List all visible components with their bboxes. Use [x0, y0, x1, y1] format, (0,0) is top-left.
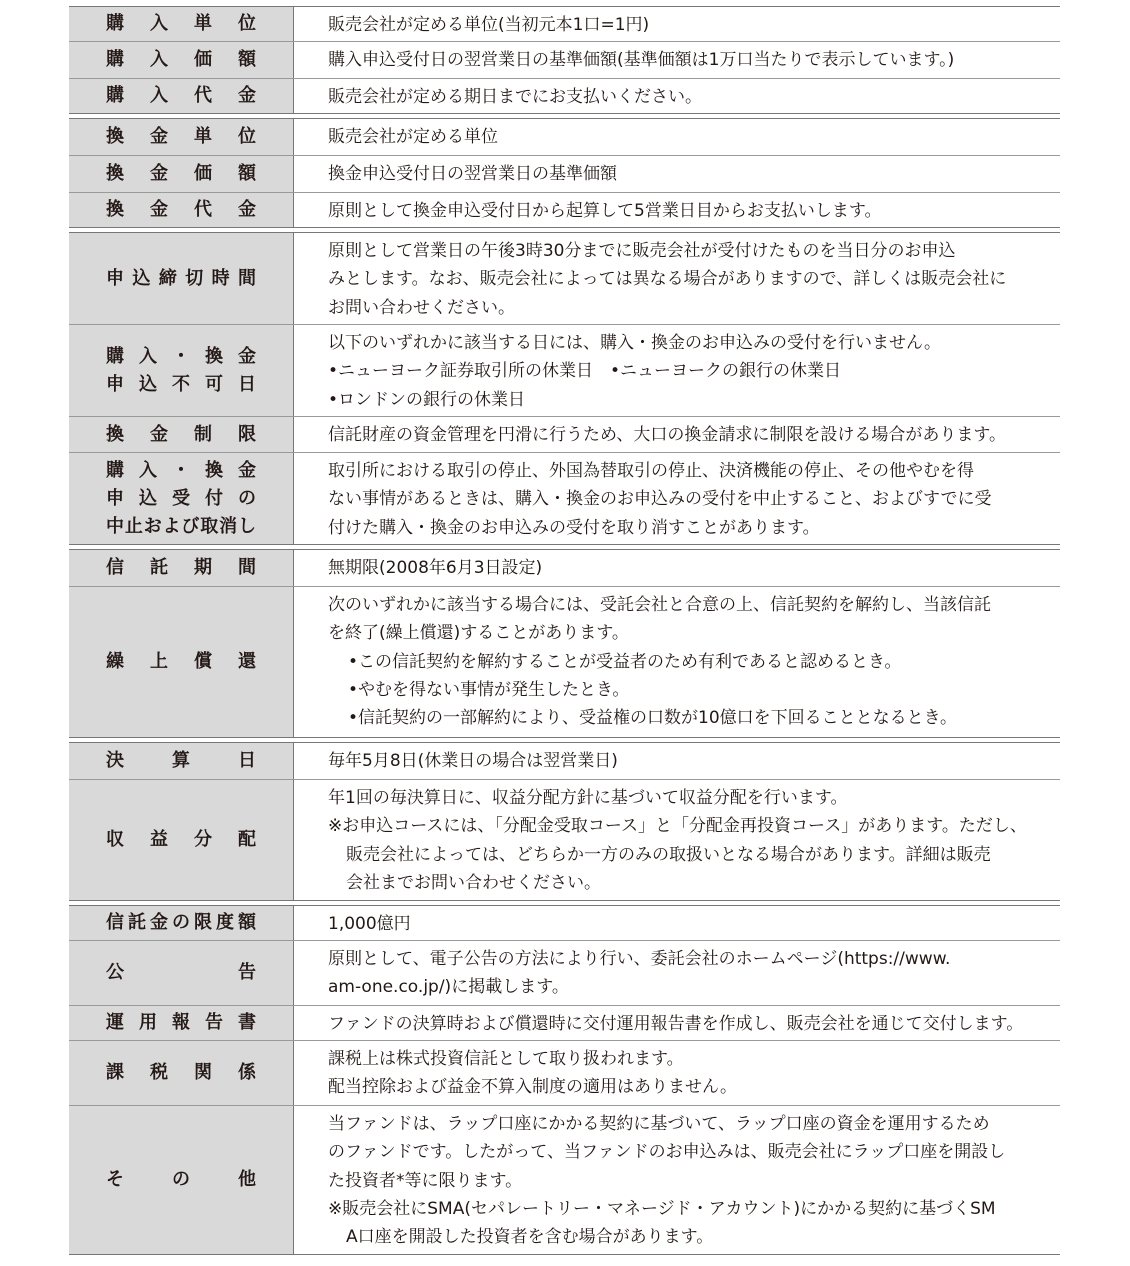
label-text: 信 託 期 間 — [106, 557, 256, 578]
row-label — [69, 550, 294, 586]
value-line: am-one.co.jp/)に掲載します。 — [328, 977, 569, 998]
row-label — [69, 780, 294, 900]
table-row — [69, 233, 1060, 324]
table-row — [69, 155, 1060, 192]
label-text: 購 入 単 位 — [106, 13, 256, 34]
row-value — [294, 550, 1060, 586]
label-text: 購 入 価 額 — [106, 49, 256, 70]
value-line: 付けた購入・換金のお申込みの受付を取り消すことがあります。 — [328, 517, 820, 538]
value-line: 信託財産の資金管理を円滑に行うため、大口の換金請求に制限を設ける場合があります。 — [328, 425, 1006, 445]
row-value — [294, 79, 1060, 113]
row-value — [294, 193, 1060, 227]
row-value — [294, 743, 1060, 779]
value-line: 課税上は株式投資信託として取り扱われます。 — [328, 1049, 684, 1069]
value-line: •やむを得ない事情が発生したとき。 — [348, 679, 630, 700]
table-group-redemption — [69, 118, 1060, 228]
row-value — [294, 233, 1060, 324]
label-text: 換 金 制 限 — [106, 423, 256, 445]
label-text: 課 税 関 係 — [106, 1062, 256, 1083]
table-group-application — [69, 232, 1060, 545]
row-value — [294, 941, 1060, 1005]
table-row — [69, 7, 1060, 41]
label-text: 換 金 代 金 — [106, 199, 256, 220]
row-value — [294, 1006, 1060, 1040]
row-label — [69, 743, 294, 779]
value-line: 年1回の毎決算日に、収益分配方針に基づいて収益分配を行います。 — [328, 788, 848, 808]
value-line: •信託契約の一部解約により、受益権の口数が10億口を下回ることとなるとき。 — [348, 708, 957, 729]
table-row — [69, 324, 1060, 416]
table-row — [69, 743, 1060, 779]
row-label — [69, 906, 294, 940]
value-line: お問い合わせください。 — [328, 297, 515, 318]
row-value — [294, 119, 1060, 155]
value-line: を終了(繰上償還)することがあります。 — [328, 623, 629, 644]
row-label — [69, 941, 294, 1005]
table-row — [69, 940, 1060, 1005]
value-line: 販売会社によっては、どちらか一方のみの取扱いとなる場合があります。詳細は販売 — [346, 844, 991, 865]
row-value — [294, 587, 1060, 737]
table-group-purchase — [69, 6, 1060, 114]
row-label — [69, 156, 294, 192]
label-text: 申込受付の — [106, 487, 256, 509]
label-text: 申込不可日 — [106, 373, 256, 395]
row-value — [294, 453, 1060, 544]
value-line: ※お申込コースには、「分配金受取コース」と「分配金再投資コース」があります。ただし、 — [328, 816, 1027, 837]
row-value — [294, 1106, 1060, 1254]
label-text: 繰 上 償 還 — [106, 651, 256, 672]
value-line: のファンドです。したがって、当ファンドのお申込みは、販売会社にラップ口座を開設し — [328, 1142, 1006, 1163]
table-row — [69, 586, 1060, 737]
row-label — [69, 193, 294, 227]
value-line: ※販売会社にSMA(セパレートリー・マネージド・アカウント)にかかる契約に基づくSM — [328, 1198, 996, 1219]
row-label — [69, 453, 294, 544]
value-line: みとします。なお、販売会社によっては異なる場合がありますので、詳しくは販売会社に — [328, 269, 1007, 290]
value-line: 販売会社が定める単位 — [328, 127, 498, 147]
row-label — [69, 1106, 294, 1254]
value-line: ない事情があるときは、購入・換金のお申込みの受付を中止すること、およびすでに受 — [328, 489, 992, 510]
table-group-other — [69, 905, 1060, 1255]
row-value — [294, 1041, 1060, 1105]
value-line: 1,000億円 — [328, 914, 411, 934]
label-text: 信託金の限度額 — [106, 912, 256, 933]
value-line: ファンドの決算時および償還時に交付運用報告書を作成し、販売会社を通じて交付します。 — [328, 1014, 1024, 1034]
table-row — [69, 416, 1060, 452]
row-label — [69, 233, 294, 324]
row-label — [69, 1006, 294, 1040]
value-line: 購入申込受付日の翌営業日の基準価額(基準価額は1万口当たりで表示しています。) — [328, 50, 955, 70]
value-line: た投資者*等に限ります。 — [328, 1170, 523, 1191]
table-row — [69, 1105, 1060, 1254]
label-text: 収 益 分 配 — [106, 829, 256, 850]
value-line: 以下のいずれかに該当する日には、購入・換金のお申込みの受付を行いません。 — [328, 333, 942, 353]
row-label — [69, 119, 294, 155]
row-value — [294, 156, 1060, 192]
table-row — [69, 1040, 1060, 1105]
row-label — [69, 79, 294, 113]
table-row — [69, 550, 1060, 586]
label-text: 申込締切時間 — [106, 267, 256, 289]
value-line: 原則として営業日の午後3時30分までに販売会社が受付けたものを当日分のお申込 — [328, 241, 956, 261]
row-value — [294, 42, 1060, 78]
value-line: •ロンドンの銀行の休業日 — [328, 389, 526, 410]
table-row — [69, 119, 1060, 155]
value-line: •ニューヨーク証券取引所の休業日 •ニューヨークの銀行の休業日 — [328, 361, 842, 382]
label-text: 決 算 日 — [106, 750, 256, 771]
row-value — [294, 417, 1060, 452]
value-line: 当ファンドは、ラップ口座にかかる契約に基づいて、ラップ口座の資金を運用するため — [328, 1114, 990, 1134]
value-line: A口座を開設した投資者を含む場合があります。 — [346, 1227, 714, 1248]
label-text: そ の 他 — [106, 1169, 256, 1190]
value-line: 会社までお問い合わせください。 — [346, 872, 601, 893]
row-label — [69, 417, 294, 452]
row-label — [69, 42, 294, 78]
table-row — [69, 41, 1060, 78]
value-line: 取引所における取引の停止、外国為替取引の停止、決済機能の停止、その他やむを得 — [328, 461, 974, 481]
table-group-trust-period — [69, 549, 1060, 738]
row-label — [69, 325, 294, 416]
label-text: 中止および取消し — [106, 515, 256, 537]
label-text: 購 入 代 金 — [106, 85, 256, 106]
value-line: 販売会社が定める期日までにお支払いください。 — [328, 87, 702, 107]
row-value — [294, 780, 1060, 900]
table-row — [69, 452, 1060, 544]
table-group-settlement — [69, 742, 1060, 901]
row-label — [69, 7, 294, 41]
value-line: 換金申込受付日の翌営業日の基準価額 — [328, 164, 617, 184]
fund-terms-table — [69, 6, 1060, 1255]
table-row — [69, 779, 1060, 900]
value-line: 次のいずれかに該当する場合には、受託会社と合意の上、信託契約を解約し、当該信託 — [328, 595, 991, 615]
value-line: 無期限(2008年6月3日設定) — [328, 558, 543, 578]
row-value — [294, 325, 1060, 416]
value-line: •この信託契約を解約することが受益者のため有利であると認めるとき。 — [348, 651, 902, 672]
row-value — [294, 906, 1060, 940]
label-text: 換 金 価 額 — [106, 163, 256, 184]
value-line: 配当控除および益金不算入制度の適用はありません。 — [328, 1077, 738, 1098]
table-row — [69, 906, 1060, 940]
row-label — [69, 1041, 294, 1105]
label-text: 購入・換金 — [106, 345, 256, 367]
table-row — [69, 1005, 1060, 1040]
value-line: 販売会社が定める単位(当初元本1口=1円) — [328, 15, 650, 35]
value-line: 原則として換金申込受付日から起算して5営業日目からお支払いします。 — [328, 201, 882, 221]
label-text: 運用報告書 — [106, 1012, 256, 1033]
table-row — [69, 192, 1060, 227]
label-text: 購入・換金 — [106, 459, 256, 481]
value-line: 原則として、電子公告の方法により行い、委託会社のホームページ(https://www. — [328, 949, 951, 969]
row-value — [294, 7, 1060, 41]
label-text: 換 金 単 位 — [106, 126, 256, 147]
value-line: 毎年5月8日(休業日の場合は翌営業日) — [328, 751, 618, 771]
row-label — [69, 587, 294, 737]
label-text: 公 告 — [106, 962, 256, 983]
table-row — [69, 78, 1060, 113]
